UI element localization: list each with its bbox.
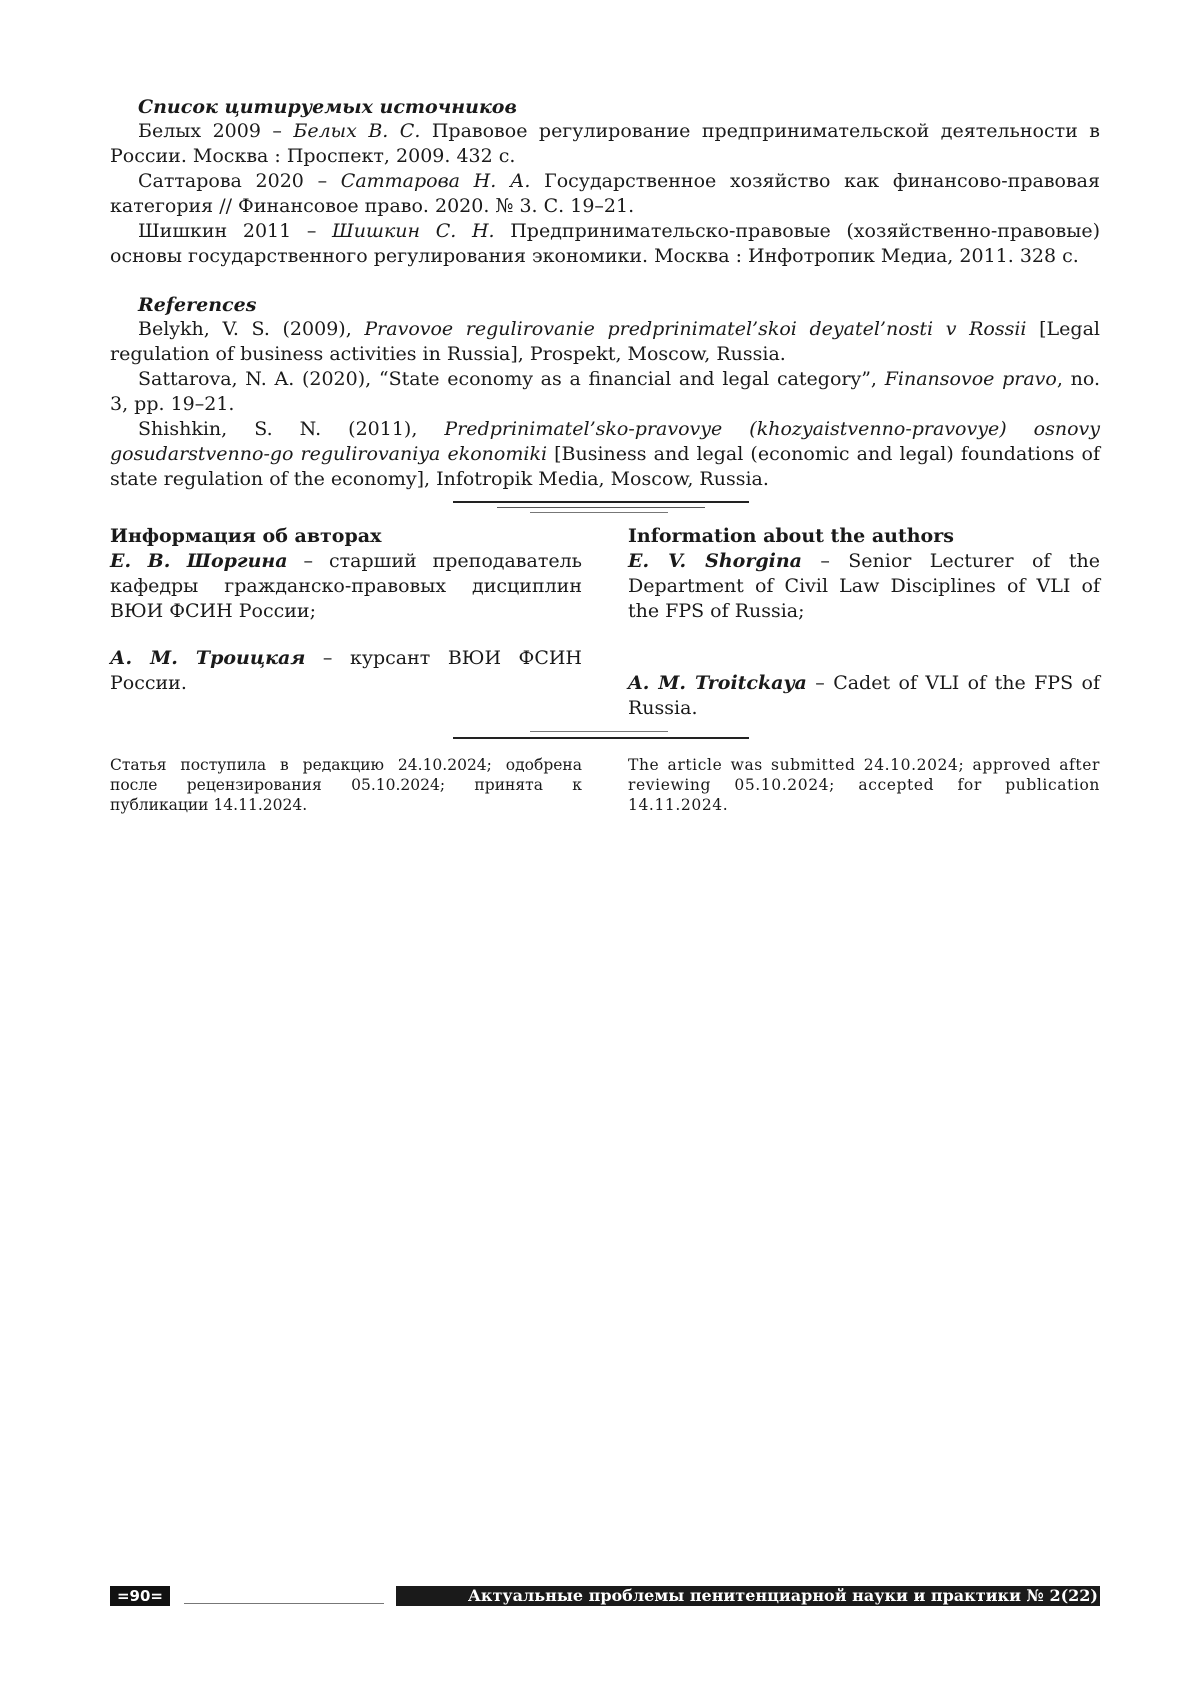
- footer-rule: [184, 1603, 384, 1604]
- page-number: =90=: [110, 1586, 170, 1606]
- author-ru-2: А. М. Троицкая – курсант ВЮИ ФСИН России.: [110, 647, 583, 694]
- authors-ru: [110, 524, 582, 721]
- author-ru-1: Е. В. Шоргина – старший преподаватель кафедры гражданско-правовых дисциплин ВЮИ ФСИН России;: [110, 550, 582, 622]
- reference-ru-1: Белых 2009 – Белых В. С. Правовое регулирование предпринимательской деятельности в России. Москва : Проспект, 2009. 432 с.: [110, 120, 1100, 167]
- reference-ru-2: Саттарова 2020 – Саттарова Н. А. Государственное хозяйство как финансово-правовая категория // Финансовое право. 2020. № 3. С. 19–21.: [110, 170, 1100, 217]
- submission-en: The article was submitted 24.10.2024; approved after reviewing 05.10.2024; accepted for publication 14.11.2024.: [628, 756, 1100, 814]
- section-divider-top: [110, 494, 1100, 524]
- submission-columns: [110, 755, 1100, 815]
- page-footer: [110, 1586, 1100, 1608]
- references-en-heading: References: [138, 294, 257, 316]
- reference-en-3: Shishkin, S. N. (2011), Predprinimatel’sko-pravovye (khozyaistvenno-pravovye) osnovy gosudarstvenno-go regulirovaniya ekonomiki [Business and legal (economic and legal) foundations of state regulation of the economy], Infotropik Media, Moscow, Russia.: [110, 418, 1100, 490]
- reference-en-1: Belykh, V. S. (2009), Pravovoe regulirovanie predprinimatel’skoi deyatel’nosti v Rossii [Legal regulation of business activities in Russia], Prospekt, Moscow, Russia.: [110, 318, 1100, 365]
- section-divider-bottom: [110, 721, 1100, 743]
- authors-columns: [110, 524, 1100, 721]
- references-ru-heading: Список цитируемых источников: [138, 96, 517, 118]
- submission-ru: Статья поступила в редакцию 24.10.2024; одобрена после рецензирования 05.10.2024; принята к публикации 14.11.2024.: [110, 756, 582, 814]
- author-en-2: A. M. Troitckaya – Cadet of VLI of the FPS of Russia.: [628, 672, 1100, 719]
- journal-title-bar: Актуальные проблемы пенитенциарной науки и практики № 2(22): [396, 1586, 1100, 1606]
- authors-en: [628, 524, 1100, 721]
- authors-ru-heading: Информация об авторах: [110, 525, 382, 547]
- author-en-1: E. V. Shorgina – Senior Lecturer of the Department of Civil Law Disciplines of VLI of the FPS of Russia;: [628, 550, 1100, 622]
- reference-en-2: Sattarova, N. A. (2020), “State economy as a financial and legal category”, Finansovoe pravo, no. 3, pp. 19–21.: [110, 368, 1101, 415]
- content: [110, 96, 1100, 815]
- authors-en-heading: Information about the authors: [628, 525, 954, 547]
- reference-ru-3: Шишкин 2011 – Шишкин С. Н. Предпринимательско-правовые (хозяйственно-правовые) основы государственного регулирования экономики. Москва : Инфотропик Медиа, 2011. 328 с.: [110, 220, 1101, 267]
